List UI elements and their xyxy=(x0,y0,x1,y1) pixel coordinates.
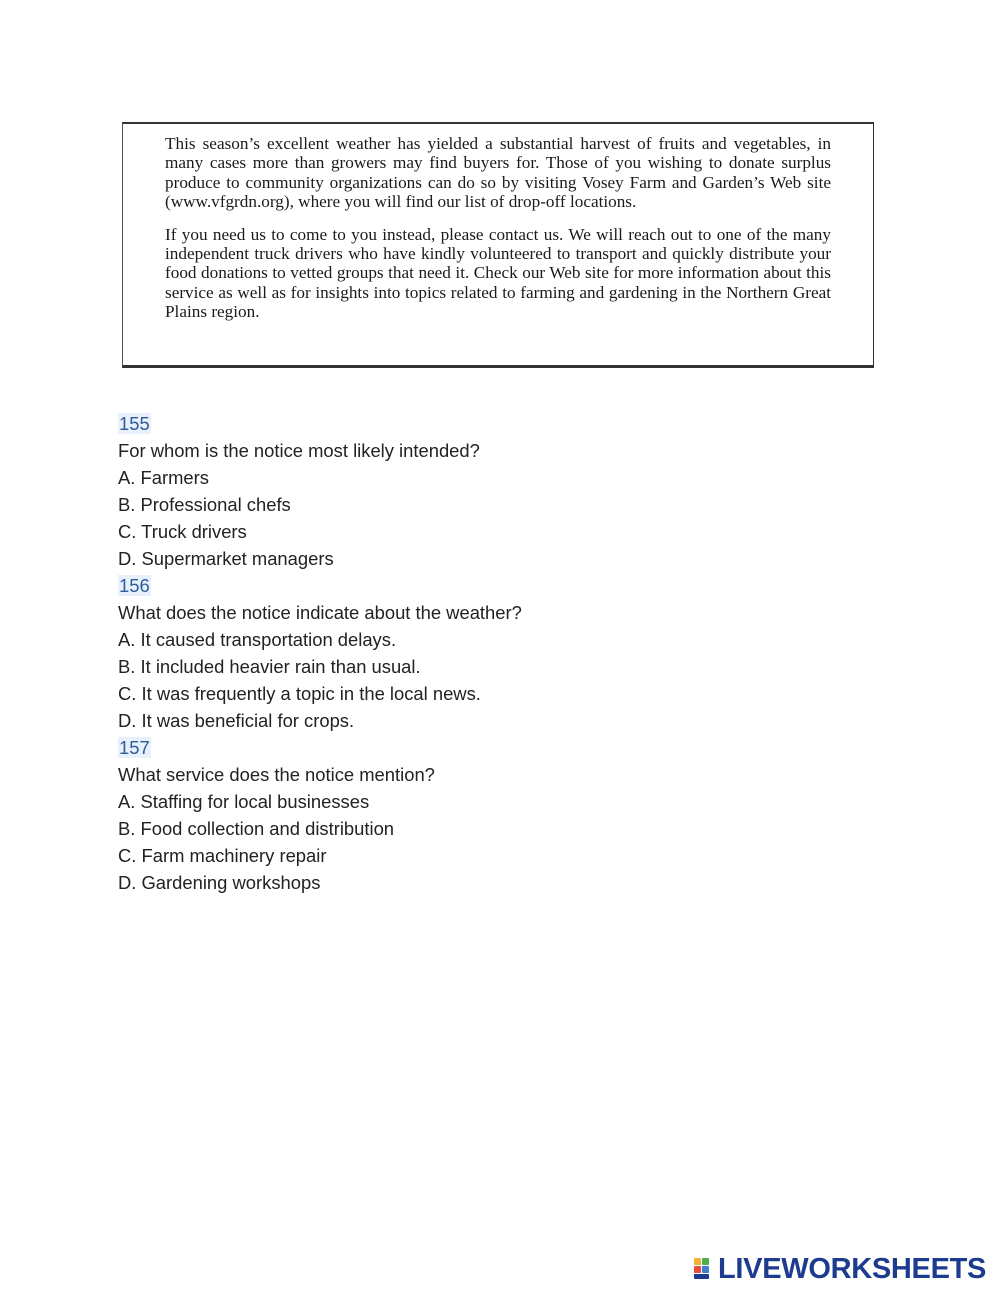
logo-square-icon xyxy=(694,1274,709,1279)
question-number xyxy=(118,410,522,437)
question-155 xyxy=(118,410,522,572)
question-text: For whom is the notice most likely intended? xyxy=(118,440,480,461)
logo-text: LIVEWORKSHEETS xyxy=(718,1253,987,1285)
question-156 xyxy=(118,572,522,734)
logo-square-icon xyxy=(702,1258,709,1265)
question-text: What does the notice indicate about the weather? xyxy=(118,602,522,623)
answer-option[interactable]: D. Supermarket managers xyxy=(118,548,334,569)
answer-option[interactable]: C. Farm machinery repair xyxy=(118,845,327,866)
question-157 xyxy=(118,734,522,896)
notice-paragraph-1: This season’s excellent weather has yielded a substantial harvest of fruits and vegetables, in many cases more than growers may find buyers for. Those of you wishing to donate surplus produce to community organizations can do so by visiting Vosey Farm and Garden’s Web site (www.vfgrdn.org), where you will find our list of drop-off locations. xyxy=(165,134,831,212)
answer-option[interactable]: B. Food collection and distribution xyxy=(118,818,395,839)
notice-box xyxy=(122,122,874,368)
answer-option[interactable]: C. Truck drivers xyxy=(118,521,247,542)
liveworksheets-logo[interactable] xyxy=(694,1254,986,1284)
question-number-text: 156 xyxy=(119,575,150,596)
answer-option[interactable]: A. It caused transportation delays. xyxy=(118,629,397,650)
answer-option[interactable]: B. Professional chefs xyxy=(118,494,291,515)
answer-option[interactable]: B. It included heavier rain than usual. xyxy=(118,656,421,677)
logo-square-icon xyxy=(694,1258,701,1265)
question-number xyxy=(118,734,522,761)
question-text: What service does the notice mention? xyxy=(118,764,435,785)
answer-option[interactable]: C. It was frequently a topic in the local news. xyxy=(118,683,481,704)
answer-option[interactable]: D. Gardening workshops xyxy=(118,872,321,893)
answer-option[interactable]: A. Staffing for local businesses xyxy=(118,791,370,812)
question-number-text: 155 xyxy=(119,413,150,434)
logo-square-icon xyxy=(694,1266,701,1273)
notice-paragraph-2: If you need us to come to you instead, please contact us. We will reach out to one of the many independent truck drivers who have kindly volunteered to transport and quickly distribute your food donations to vetted groups that need it. Check our Web site for more information about this service as well as for insights into topics related to farming and gardening in the Northern Great Plains region. xyxy=(165,224,831,322)
question-number-text: 157 xyxy=(119,737,150,758)
answer-option[interactable]: D. It was beneficial for crops. xyxy=(118,710,355,731)
liveworksheets-icon xyxy=(694,1258,716,1280)
logo-square-icon xyxy=(702,1266,709,1273)
question-list xyxy=(118,410,522,896)
question-number xyxy=(118,572,522,599)
answer-option[interactable]: A. Farmers xyxy=(118,467,209,488)
